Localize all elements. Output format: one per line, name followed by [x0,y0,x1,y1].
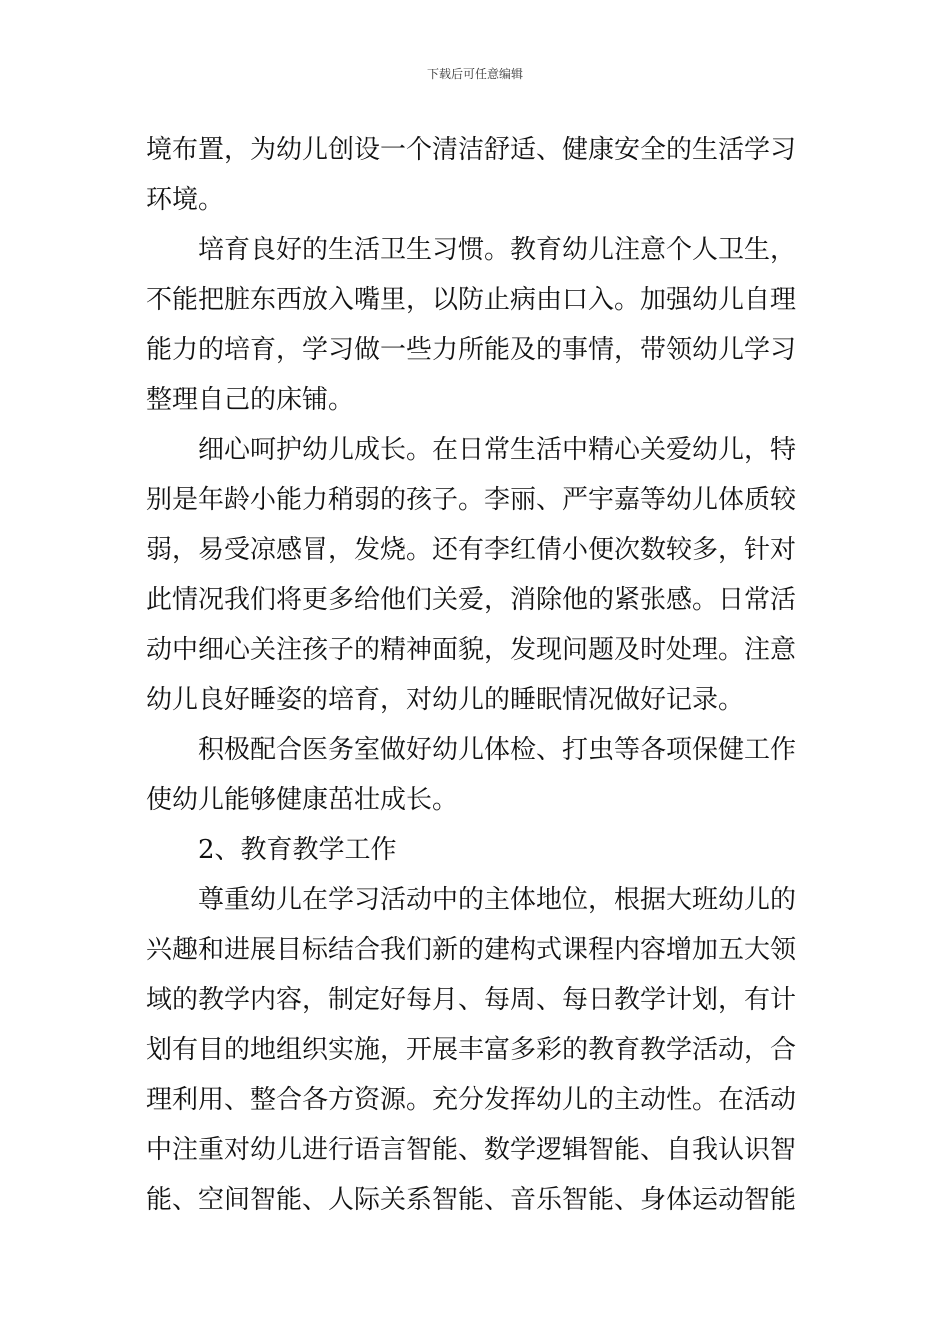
text-line: 此情况我们将更多给他们关爱，消除他的紧张感。日常活 [146,585,797,615]
text-line: 理利用、整合各方资源。充分发挥幼儿的主动性。在活动 [146,1085,797,1115]
header-note: 下载后可任意编辑 [426,67,523,81]
text-line: 积极配合医务室做好幼儿体检、打虫等各项保健工作 [198,735,797,765]
section-heading: 2、教育教学工作 [198,835,397,865]
text-line: 能力的培育，学习做一些力所能及的事情，带领幼儿学习 [146,335,797,365]
text-line: 环境。 [146,185,225,215]
text-line: 域的教学内容，制定好每月、每周、每日教学计划，有计 [146,985,797,1015]
text-line: 中注重对幼儿进行语言智能、数学逻辑智能、自我认识智 [146,1135,797,1165]
text-line: 培育良好的生活卫生习惯。教育幼儿注意个人卫生， [198,235,797,265]
body-text [146,125,811,1225]
text-line: 能、空间智能、人际关系智能、音乐智能、身体运动智能 [146,1185,797,1215]
text-line: 划有目的地组织实施，开展丰富多彩的教育教学活动，合 [146,1035,797,1065]
text-line: 幼儿良好睡姿的培育，对幼儿的睡眠情况做好记录。 [146,685,745,715]
text-line: 整理自己的床铺。 [146,385,355,415]
text-line: 境布置，为幼儿创设一个清洁舒适、健康安全的生活学习 [146,135,797,165]
text-line: 细心呵护幼儿成长。在日常生活中精心关爱幼儿，特 [198,435,797,465]
text-line: 兴趣和进展目标结合我们新的建构式课程内容增加五大领 [146,935,797,965]
text-line: 不能把脏东西放入嘴里，以防止病由口入。加强幼儿自理 [146,285,797,315]
text-line: 弱，易受凉感冒，发烧。还有李红倩小便次数较多，针对 [146,535,797,565]
text-line: 尊重幼儿在学习活动中的主体地位，根据大班幼儿的 [198,885,797,915]
text-line: 使幼儿能够健康茁壮成长。 [146,785,459,815]
text-line: 别是年龄小能力稍弱的孩子。李丽、严宇嘉等幼儿体质较 [146,485,797,515]
text-line: 动中细心关注孩子的精神面貌，发现问题及时处理。注意 [146,635,797,665]
